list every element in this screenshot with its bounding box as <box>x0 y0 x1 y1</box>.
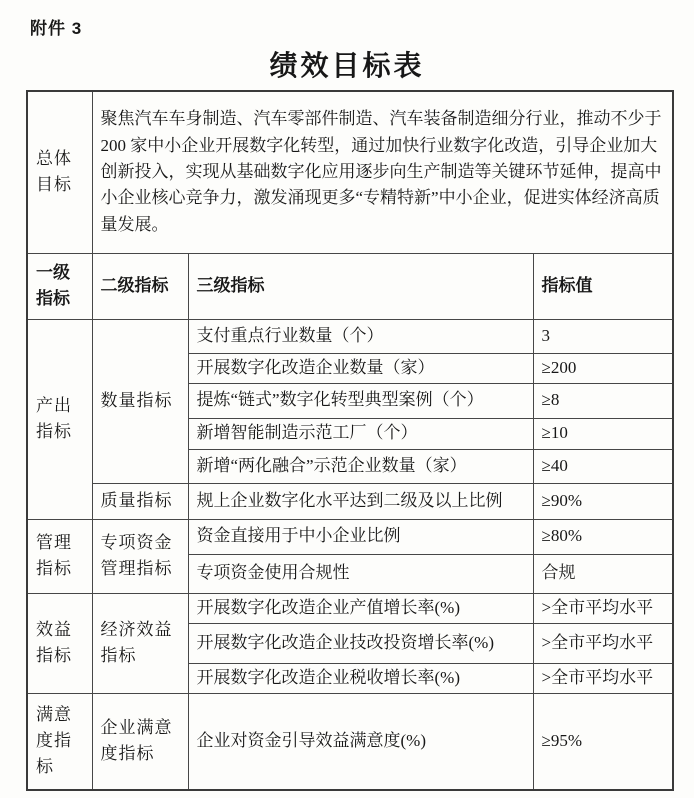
indicator-cell: 开展数字化改造企业产值增长率(%) <box>188 593 533 623</box>
header-level2: 二级指标 <box>92 253 188 319</box>
table-row <box>27 519 673 554</box>
indicator-cell: 新增“两化融合”示范企业数量（家） <box>188 449 533 483</box>
value-cell: ≥8 <box>533 383 673 418</box>
table-header-row <box>27 253 673 319</box>
level1-label: 满意度指标 <box>27 693 92 790</box>
level2-label: 专项资金管理指标 <box>92 519 188 593</box>
value-cell: >全市平均水平 <box>533 623 673 663</box>
value-cell: ≥95% <box>533 693 673 790</box>
overall-goal-row <box>27 91 673 253</box>
header-value: 指标值 <box>533 253 673 319</box>
value-cell: ≥80% <box>533 519 673 554</box>
attachment-label: 附件 3 <box>30 19 83 38</box>
value-cell: >全市平均水平 <box>533 593 673 623</box>
value-cell: ≥200 <box>533 353 673 383</box>
indicator-cell: 开展数字化改造企业数量（家） <box>188 353 533 383</box>
overall-goal-text: 聚焦汽车车身制造、汽车零部件制造、汽车装备制造细分行业，推动不少于 200 家中小企业开展数字化转型，通过加快行业数字化改造，引导企业加大创新投入，实现从基础数字化应用逐步向生产制造等关键环节延伸，提高中小企业核心竞争力，激发涌现更多“专精特新”中小企业，促进实体经济高质量发展。 <box>92 91 673 253</box>
header-level1: 一级指标 <box>27 253 92 319</box>
performance-target-table <box>26 90 674 791</box>
level2-label: 企业满意度指标 <box>92 693 188 790</box>
table-row <box>27 693 673 790</box>
indicator-cell: 规上企业数字化水平达到二级及以上比例 <box>188 483 533 519</box>
indicator-cell: 专项资金使用合规性 <box>188 554 533 593</box>
indicator-cell: 企业对资金引导效益满意度(%) <box>188 693 533 790</box>
level2-label: 质量指标 <box>92 483 188 519</box>
value-cell: ≥10 <box>533 418 673 449</box>
indicator-cell: 支付重点行业数量（个） <box>188 319 533 353</box>
overall-goal-label: 总体目标 <box>27 91 92 253</box>
indicator-cell: 开展数字化改造企业税收增长率(%) <box>188 663 533 693</box>
header-level3: 三级指标 <box>188 253 533 319</box>
table-row <box>27 593 673 623</box>
level2-label: 经济效益指标 <box>92 593 188 693</box>
table-row <box>27 483 673 519</box>
value-cell: 合规 <box>533 554 673 593</box>
value-cell: ≥40 <box>533 449 673 483</box>
indicator-cell: 资金直接用于中小企业比例 <box>188 519 533 554</box>
value-cell: 3 <box>533 319 673 353</box>
level2-label: 数量指标 <box>92 319 188 483</box>
level1-label: 效益指标 <box>27 593 92 693</box>
level1-label: 产出指标 <box>27 319 92 519</box>
table-row <box>27 319 673 353</box>
indicator-cell: 新增智能制造示范工厂（个） <box>188 418 533 449</box>
level1-label: 管理指标 <box>27 519 92 593</box>
value-cell: >全市平均水平 <box>533 663 673 693</box>
indicator-cell: 开展数字化改造企业技改投资增长率(%) <box>188 623 533 663</box>
indicator-cell: 提炼“链式”数字化转型典型案例（个） <box>188 383 533 418</box>
page-title: 绩效目标表 <box>269 51 425 82</box>
value-cell: ≥90% <box>533 483 673 519</box>
